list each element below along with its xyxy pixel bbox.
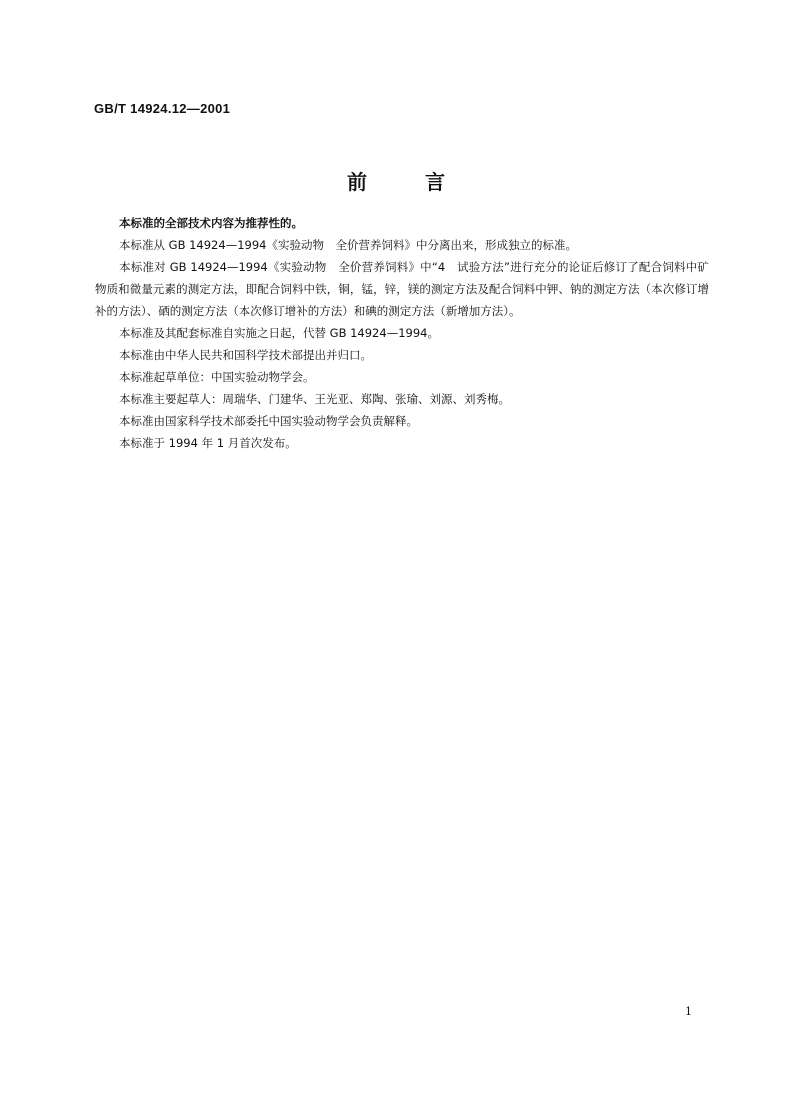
paragraph-revision: 本标准对 GB 14924—1994《实验动物 全价营养饲料》中“4 试验方法”进行充分的论证后修订了配合饲料中矿物质和微量元素的测定方法，即配合饲料中铁，铜，锰，锌，镁的测定方法及配合饲料中钾、钠的测定方法（本次修订增补的方法）、硒的测定方法（本次修订增补的方法）和碘的测定方法（新增加方法）。 — [95, 260, 709, 318]
page-number: 1 — [685, 1005, 692, 1018]
paragraph-replacement: 本标准及其配套标准自实施之日起，代替 GB 14924—1994。 — [119, 326, 439, 340]
page-title: 前言 — [347, 170, 503, 194]
paragraph-interpretation: 本标准由国家科学技术部委托中国实验动物学会负责解释。 — [119, 414, 418, 428]
paragraph-drafters: 本标准主要起草人：周瑞华、门建华、王光亚、郑陶、张瑜、刘源、刘秀梅。 — [119, 392, 510, 406]
paragraph-drafting-unit: 本标准起草单位：中国实验动物学会。 — [119, 370, 315, 384]
paragraph-recommendation: 本标准的全部技术内容为推荐性的。 — [119, 216, 303, 230]
standard-code: GB/T 14924.12—2001 — [94, 101, 231, 116]
paragraph-proposer: 本标准由中华人民共和国科学技术部提出并归口。 — [119, 348, 372, 362]
paragraph-first-release: 本标准于 1994 年 1 月首次发布。 — [119, 436, 297, 450]
paragraph-separation: 本标准从 GB 14924—1994《实验动物 全价营养饲料》中分离出来，形成独立的标准。 — [119, 238, 577, 252]
document-body — [95, 212, 709, 454]
